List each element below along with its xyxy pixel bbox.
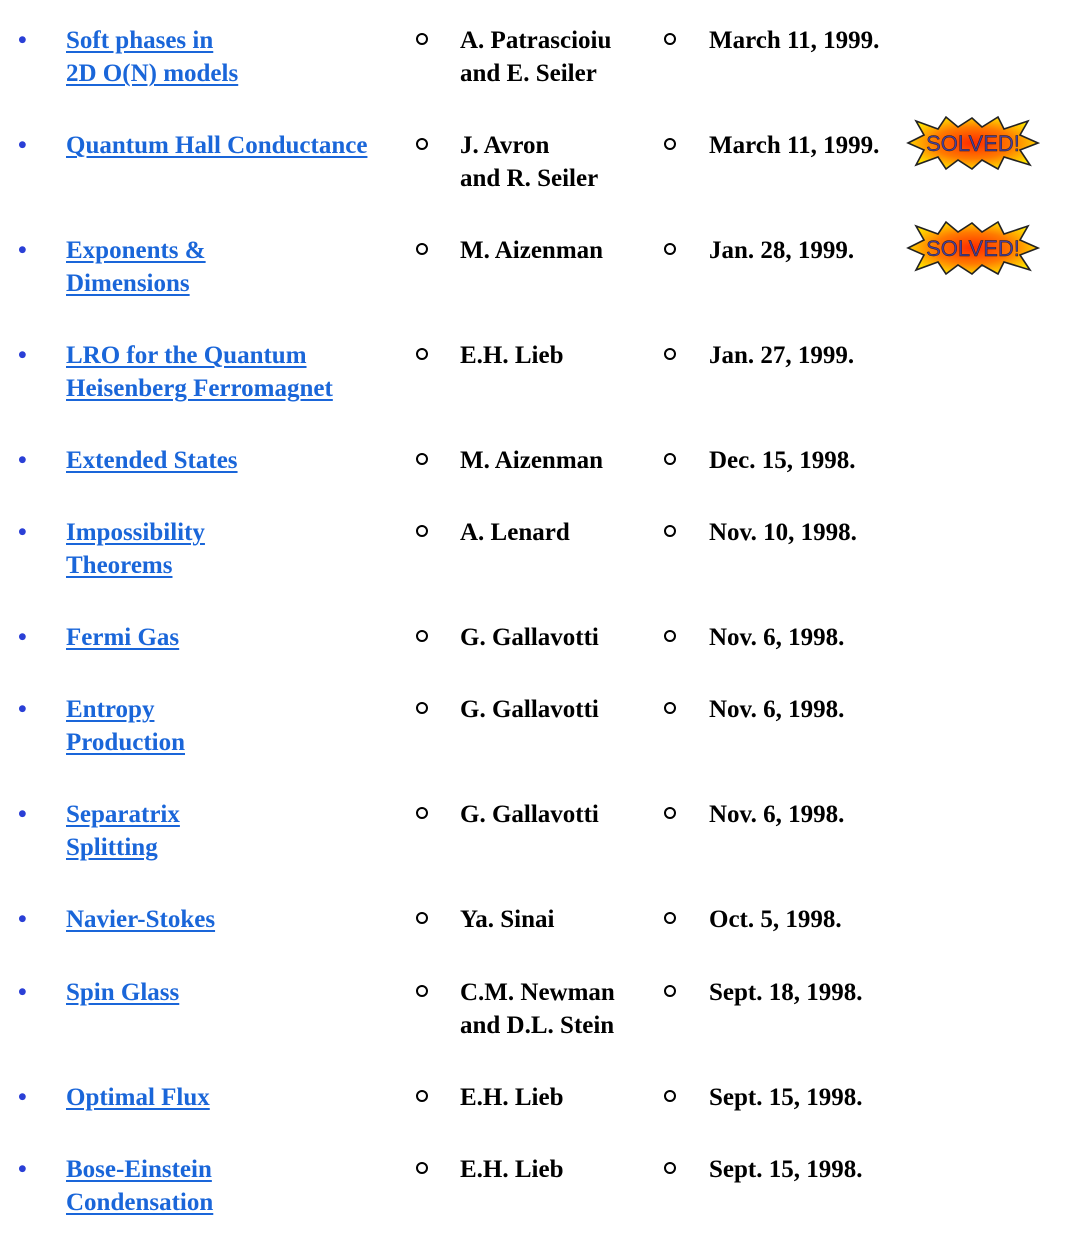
problem-row — [0, 621, 1080, 701]
problem-date: March 11, 1999. — [709, 132, 880, 159]
problem-title-link[interactable]: Soft phases in 2D O(N) models — [66, 27, 239, 87]
bullet-icon: • — [18, 447, 27, 474]
problem-row — [0, 693, 1080, 773]
solved-starburst — [906, 115, 1040, 171]
problem-row — [0, 1081, 1080, 1161]
problem-author: M. Aizenman — [460, 447, 604, 474]
circle-bullet-icon — [416, 453, 428, 465]
problem-author: E.H. Lieb — [460, 1084, 564, 1111]
problem-title-link[interactable]: Fermi Gas — [66, 624, 180, 651]
problem-row — [0, 976, 1080, 1056]
problem-date: Oct. 5, 1998. — [709, 906, 842, 933]
problem-title-link[interactable]: Optimal Flux — [66, 1084, 210, 1111]
problem-date: Nov. 10, 1998. — [709, 519, 857, 546]
bullet-icon: • — [18, 1084, 27, 1111]
problem-row — [0, 798, 1080, 878]
problem-date: Nov. 6, 1998. — [709, 624, 845, 651]
problem-date: Nov. 6, 1998. — [709, 801, 845, 828]
bullet-icon: • — [18, 906, 27, 933]
bullet-icon: • — [18, 342, 27, 369]
problem-date: Sept. 18, 1998. — [709, 979, 863, 1006]
circle-bullet-icon — [416, 525, 428, 537]
problem-title-link[interactable]: Exponents & Dimensions — [66, 237, 206, 297]
problem-author: M. Aizenman — [460, 237, 604, 264]
problem-row — [0, 903, 1080, 983]
solved-badge-label: SOLVED! — [926, 131, 1020, 156]
problem-date: March 11, 1999. — [709, 27, 880, 54]
problem-row — [0, 234, 1080, 314]
bullet-icon: • — [18, 519, 27, 546]
problem-row — [0, 129, 1080, 209]
bullet-icon: • — [18, 132, 27, 159]
problem-date: Nov. 6, 1998. — [709, 696, 845, 723]
problem-date: Jan. 28, 1999. — [709, 237, 855, 264]
circle-bullet-icon — [416, 807, 428, 819]
bullet-icon: • — [18, 1156, 27, 1183]
bullet-icon: • — [18, 979, 27, 1006]
circle-bullet-icon — [664, 525, 676, 537]
circle-bullet-icon — [416, 1162, 428, 1174]
circle-bullet-icon — [664, 1162, 676, 1174]
bullet-icon: • — [18, 801, 27, 828]
circle-bullet-icon — [416, 912, 428, 924]
problem-title-link[interactable]: Entropy Production — [66, 696, 185, 756]
circle-bullet-icon — [416, 630, 428, 642]
problem-title-link[interactable]: Impossibility Theorems — [66, 519, 205, 579]
problem-author: A. Patrascioiu and E. Seiler — [460, 27, 612, 87]
circle-bullet-icon — [664, 243, 676, 255]
problem-row — [0, 339, 1080, 419]
circle-bullet-icon — [664, 702, 676, 714]
solved-starburst — [906, 220, 1040, 276]
bullet-icon: • — [18, 624, 27, 651]
bullet-icon: • — [18, 696, 27, 723]
circle-bullet-icon — [664, 985, 676, 997]
problem-date: Dec. 15, 1998. — [709, 447, 856, 474]
problem-author: G. Gallavotti — [460, 624, 599, 651]
circle-bullet-icon — [664, 348, 676, 360]
problem-author: G. Gallavotti — [460, 801, 599, 828]
problem-date: Sept. 15, 1998. — [709, 1084, 863, 1111]
problem-title-link[interactable]: LRO for the Quantum Heisenberg Ferromagnet — [66, 342, 333, 402]
circle-bullet-icon — [416, 243, 428, 255]
problem-author: E.H. Lieb — [460, 342, 564, 369]
solved-badge-label: SOLVED! — [926, 236, 1020, 261]
circle-bullet-icon — [664, 33, 676, 45]
circle-bullet-icon — [664, 1090, 676, 1102]
circle-bullet-icon — [664, 807, 676, 819]
problem-title-link[interactable]: Extended States — [66, 447, 238, 474]
problem-author: J. Avron and R. Seiler — [460, 132, 599, 192]
problem-row — [0, 444, 1080, 524]
problem-row — [0, 24, 1080, 104]
circle-bullet-icon — [664, 138, 676, 150]
problem-title-link[interactable]: Navier-Stokes — [66, 906, 216, 933]
problem-author: A. Lenard — [460, 519, 570, 546]
circle-bullet-icon — [416, 702, 428, 714]
problem-author: C.M. Newman and D.L. Stein — [460, 979, 615, 1039]
problem-author: Ya. Sinai — [460, 906, 555, 933]
problem-row — [0, 1153, 1080, 1233]
solved-badge-icon — [906, 115, 1040, 171]
circle-bullet-icon — [416, 1090, 428, 1102]
problem-date: Sept. 15, 1998. — [709, 1156, 863, 1183]
circle-bullet-icon — [664, 630, 676, 642]
circle-bullet-icon — [416, 985, 428, 997]
problem-title-link[interactable]: Bose-Einstein Condensation — [66, 1156, 214, 1216]
problem-date: Jan. 27, 1999. — [709, 342, 855, 369]
problem-row — [0, 516, 1080, 596]
circle-bullet-icon — [416, 33, 428, 45]
circle-bullet-icon — [664, 453, 676, 465]
bullet-icon: • — [18, 27, 27, 54]
problem-title-link[interactable]: Separatrix Splitting — [66, 801, 180, 861]
solved-badge-icon — [906, 220, 1040, 276]
problem-title-link[interactable]: Quantum Hall Conductance — [66, 132, 368, 159]
problem-author: G. Gallavotti — [460, 696, 599, 723]
circle-bullet-icon — [416, 348, 428, 360]
circle-bullet-icon — [416, 138, 428, 150]
circle-bullet-icon — [664, 912, 676, 924]
problem-author: E.H. Lieb — [460, 1156, 564, 1183]
bullet-icon: • — [18, 237, 27, 264]
problem-title-link[interactable]: Spin Glass — [66, 979, 180, 1006]
